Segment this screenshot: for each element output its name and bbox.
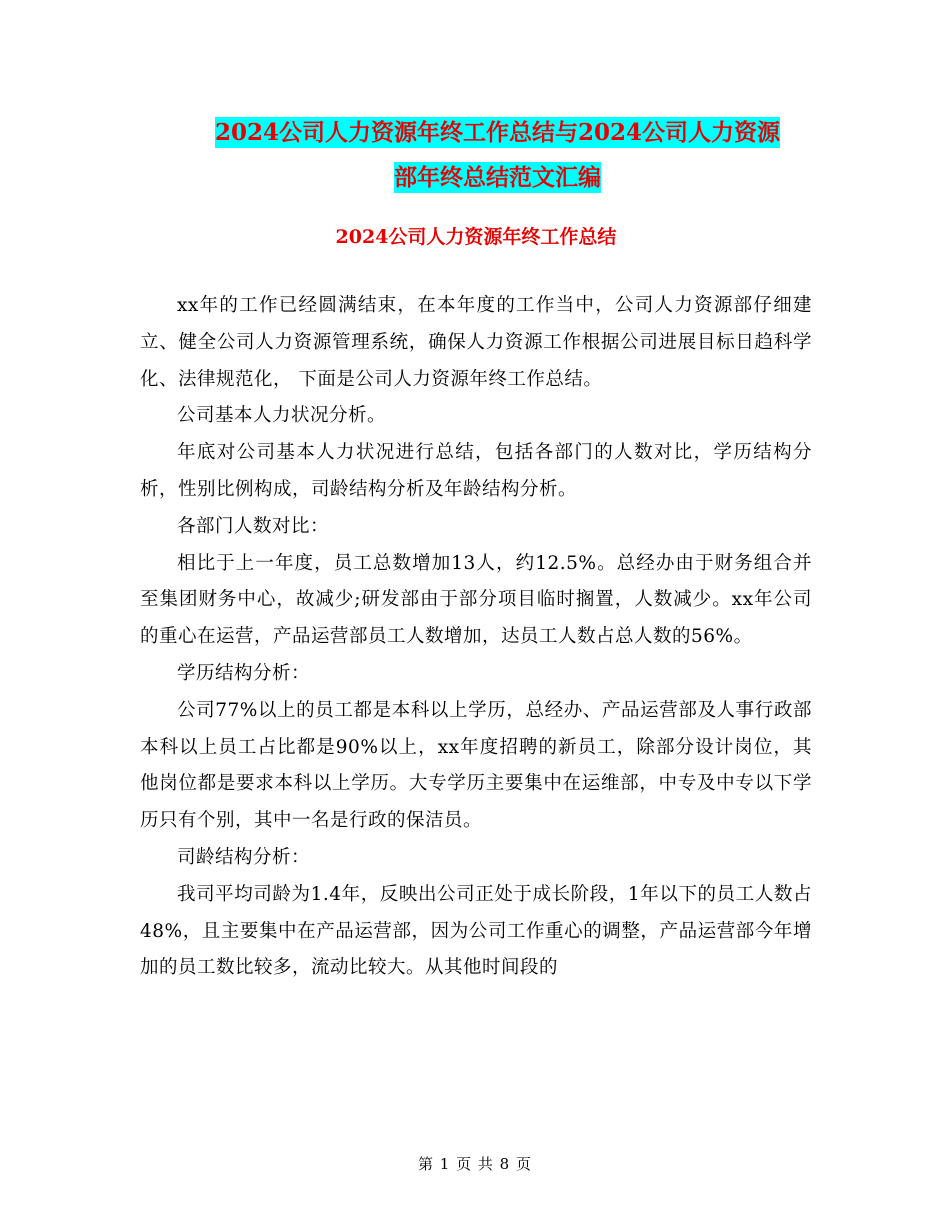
document-body (140, 288, 812, 987)
paragraph-tenure: 我司平均司龄为1.4年，反映出公司正处于成长阶段，1年以下的员工人数占48%，且主要集中在产品运营部，因为公司工作重心的调整，产品运营部今年增加的员工数比较多，流动比较大。从其他时间段的 (140, 883, 812, 979)
page-footer: 第 1 页 共 8 页 (418, 1155, 532, 1173)
paragraph-education: 公司77%以上的员工都是本科以上学历，总经办、产品运营部及人事行政部本科以上员工占比都是90%以上，xx年度招聘的新员工，除部分设计岗位，其他岗位都是要求本科以上学历。大专学历主要集中在运维部，中专及中专以下学历只有个别，其中一名是行政的保洁员。 (140, 699, 812, 832)
title-line-1: 2024公司人力资源年终工作总结与2024公司人力资源 (214, 119, 781, 146)
section-title: 2024公司人力资源年终工作总结 (335, 226, 617, 248)
paragraph-heading-departments: 各部门人数对比： (177, 515, 330, 537)
paragraph-heading-tenure: 司龄结构分析： (177, 846, 311, 868)
paragraph-basic-summary: 年底对公司基本人力状况进行总结，包括各部门的人数对比，学历结构分析，性别比例构成，司龄结构分析及年龄结构分析。 (140, 442, 812, 500)
document-title (140, 110, 855, 200)
paragraph-heading-basic: 公司基本人力状况分析。 (177, 405, 387, 427)
paragraph-heading-education: 学历结构分析： (177, 662, 311, 684)
paragraph-departments: 相比于上一年度，员工总数增加13人，约12.5%。总经办由于财务组合并至集团财务中心，故减少;研发部由于部分项目临时搁置，人数减少。xx年公司的重心在运营，产品运营部员工人数增加，达员工人数占总人数的56%。 (140, 552, 812, 648)
paragraph-intro: xx年的工作已经圆满结束，在本年度的工作当中，公司人力资源部仔细建立、健全公司人力资源管理系统，确保人力资源工作根据公司进展目标日趋科学化、法律规范化， 下面是公司人力资源年终工作总结。 (140, 295, 812, 390)
title-line-2: 部年终总结范文汇编 (394, 164, 601, 191)
